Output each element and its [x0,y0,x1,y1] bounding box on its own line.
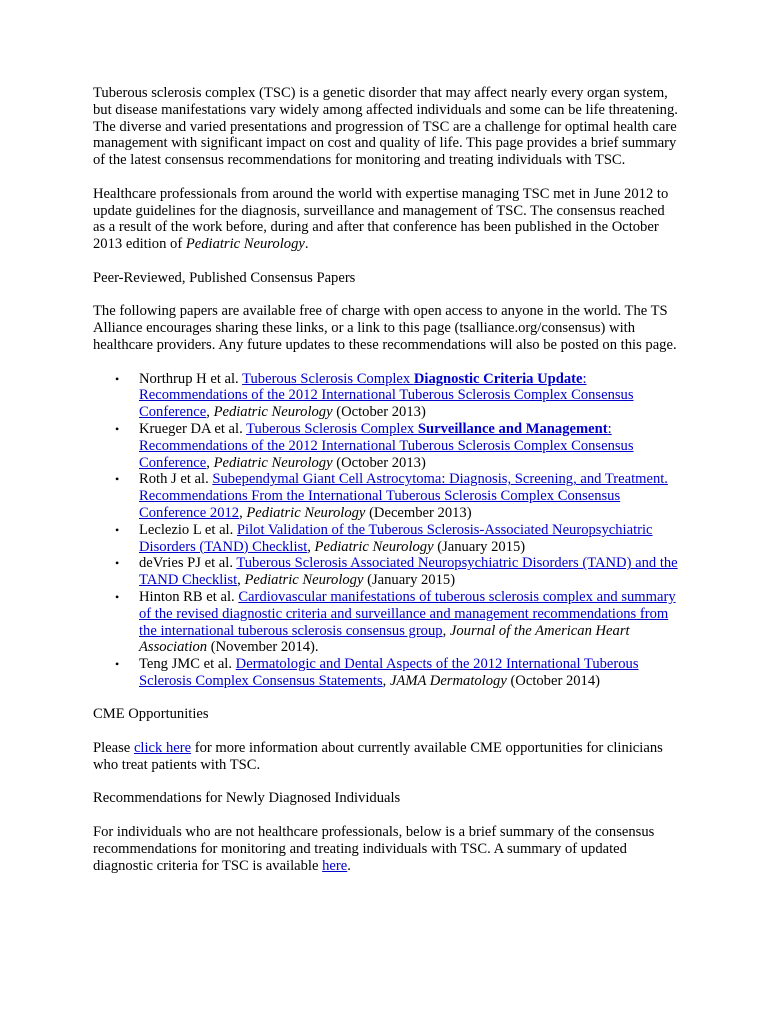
paper-journal: JAMA Dermatology [389,672,507,689]
paper-separator: , [237,572,245,589]
paper-authors: Roth J et al. [139,471,213,488]
intro-journal-name: Pediatric Neurology [185,236,305,253]
intro-paragraph-2-end: . [304,236,309,253]
intro-paragraph-1: Tuberous sclerosis complex (TSC) is a genetic disorder that may affect nearly every organ system, but disease manifestations vary widely among affected individuals and some can be life threatening. The diverse and varied presentations and progression of TSC are a challenge for optimal health care management with significant impact on cost and quality of life. This page provides a brief summary of the latest consensus recommendations for monitoring and treating individuals with TSC. [93,85,678,169]
paper-link-text: : Recommendations of the 2012 International Tuberous Sclerosis Complex Consensus Conference [139,420,634,471]
paper-authors: Teng JMC et al. [139,656,236,673]
papers-list [93,371,678,690]
paper-link-cardiovascular[interactable]: Cardiovascular manifestations of tuberous sclerosis complex and summary of the revised diagnostic criteria and surveillance and management recommendations from the international tuberous sclerosis consensus group [139,588,676,639]
paper-journal: Journal of the American Heart Association [139,622,630,656]
newly-diagnosed-text-pre: For individuals who are not healthcare professionals, below is a brief summary of the consensus recommendations for monitoring and treating individuals with TSC. A summary of updated diagnostic criteria for TSC is available [93,824,655,874]
paper-link-bold-text: Surveillance and Management [417,420,608,437]
paper-authors: deVries PJ et al. [139,555,237,572]
paper-journal: Pediatric Neurology [244,572,364,589]
cme-text-pre: Please [93,740,134,757]
paper-date: (October 2013) [332,404,426,421]
paper-item-teng [93,656,678,690]
paper-item-hinton [93,589,678,656]
paper-item-roth [93,471,678,521]
paper-item-northrup [93,371,678,421]
paper-authors: Leclezio L et al. [139,521,237,538]
paper-item-devries [93,555,678,589]
paper-item-leclezio [93,522,678,556]
cme-click-here-link[interactable]: click here [133,740,192,757]
paper-journal: Pediatric Neurology [213,404,333,421]
bullet-icon: • [115,472,120,487]
paper-item-krueger [93,421,678,471]
intro-paragraph-2-text: Healthcare professionals from around the world with expertise managing TSC met in June 2012 to update guidelines for the diagnosis, surveillance and management of TSC. The consensus reached as a result of the work before, during and after that conference has been published in the October 2013 edition of [93,185,669,253]
paper-link-tand-checklist[interactable]: Tuberous Sclerosis Associated Neuropsychiatric Disorders (TAND) and the TAND Checklist [139,555,678,589]
paper-link-dermatologic[interactable]: Dermatologic and Dental Aspects of the 2012 International Tuberous Sclerosis Complex Consensus Statements [139,656,639,689]
paper-date: (January 2015) [363,572,456,589]
diagnostic-criteria-here-link[interactable]: here [322,857,348,874]
bullet-icon: • [115,657,120,672]
paper-date: (October 2013) [332,454,426,471]
paper-link-bold-text: Diagnostic Criteria Update [413,370,583,387]
paper-journal: Pediatric Neurology [213,454,333,471]
paper-separator: , [442,622,450,639]
paper-authors: Krueger DA et al. [139,420,247,437]
paper-authors: Northrup H et al. [139,370,243,387]
newly-diagnosed-text-post: . [347,857,351,874]
intro-paragraph-2 [93,186,678,253]
paper-journal: Pediatric Neurology [246,504,366,521]
bullet-icon: • [115,371,120,386]
papers-heading: Peer-Reviewed, Published Consensus Papers [93,269,356,286]
paper-journal: Pediatric Neurology [314,538,434,555]
paper-date: (November 2014). [207,639,319,656]
newly-diagnosed-paragraph [93,824,678,874]
bullet-icon: • [115,556,120,571]
paper-date: (October 2014) [506,672,601,689]
bullet-icon: • [115,421,120,436]
cme-paragraph [93,740,678,774]
paper-separator: , [239,504,247,521]
cme-heading: CME Opportunities [93,706,209,723]
paper-separator: , [307,538,315,555]
paper-separator: , [206,454,214,471]
paper-link-sega[interactable]: Subependymal Giant Cell Astrocytoma: Diagnosis, Screening, and Treatment. Recommendations From the International Tuberous Sclerosis Complex Consensus Conference 2012 [139,471,668,521]
papers-intro: The following papers are available free of charge with open access to anyone in the world. The TS Alliance encourages sharing these links, or a link to this page (tsalliance.org/consensus) with healthcare providers. Any future updates to these recommendations will also be posted on this page. [93,303,677,353]
paper-link-tand-pilot[interactable]: Pilot Validation of the Tuberous Sclerosis-Associated Neuropsychiatric Disorders (TAND) Checklist [139,521,653,555]
paper-date: (December 2013) [365,504,472,521]
paper-separator: , [206,404,214,421]
newly-diagnosed-heading: Recommendations for Newly Diagnosed Individuals [93,790,401,807]
paper-separator: , [382,672,390,689]
paper-link-text: Tuberous Sclerosis Complex [246,420,418,437]
paper-authors: Hinton RB et al. [139,588,239,605]
paper-date: (January 2015) [433,538,526,555]
bullet-icon: • [115,589,120,604]
bullet-icon: • [115,522,120,537]
paper-link-text: Tuberous Sclerosis Complex [242,370,414,387]
paper-link-text: : Recommendations of the 2012 International Tuberous Sclerosis Complex Consensus Conference [139,370,634,421]
cme-text-post: for more information about currently available CME opportunities for clinicians who treat patients with TSC. [93,740,663,773]
